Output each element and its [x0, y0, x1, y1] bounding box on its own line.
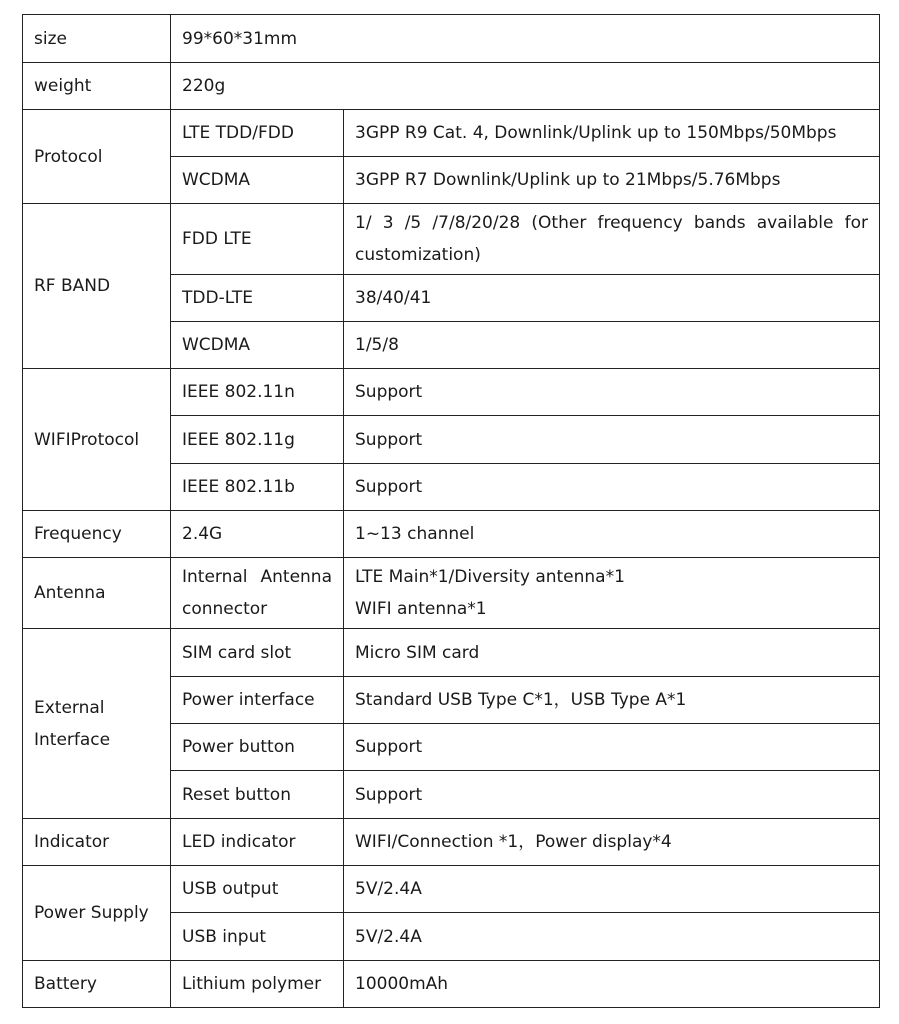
cell-line: WIFI antenna*1	[355, 599, 487, 619]
spec-value: Support	[344, 771, 880, 819]
spec-value: Micro SIM card	[344, 629, 880, 677]
spec-category-protocol: Protocol	[23, 110, 171, 204]
spec-value: 220g	[171, 63, 880, 110]
spec-label: WCDMA	[171, 322, 344, 369]
spec-category-weight: weight	[23, 63, 171, 110]
spec-value: Support	[344, 464, 880, 511]
spec-category-power-supply: Power Supply	[23, 866, 171, 961]
cell-line: Internal Antenna	[182, 567, 332, 587]
spec-value: 5V/2.4A	[344, 913, 880, 961]
spec-value: 1/5/8	[344, 322, 880, 369]
cell-line: Interface	[34, 729, 111, 750]
spec-label: SIM card slot	[171, 629, 344, 677]
spec-label: Power button	[171, 724, 344, 771]
cell-line: External	[34, 697, 105, 718]
spec-value: 1/ 3 /5 /7/8/20/28 (Other frequency bands available for customization)	[344, 204, 880, 275]
spec-label: IEEE 802.11n	[171, 369, 344, 416]
table-row	[23, 629, 880, 677]
spec-label: FDD LTE	[171, 204, 344, 275]
cell-line: LTE Main*1/Diversity antenna*1	[355, 567, 625, 587]
spec-category-indicator: Indicator	[23, 819, 171, 866]
spec-label: IEEE 802.11g	[171, 416, 344, 464]
table-row	[23, 819, 880, 866]
spec-value: 1~13 channel	[344, 511, 880, 558]
spec-value: 5V/2.4A	[344, 866, 880, 913]
table-row	[23, 110, 880, 157]
spec-value: Support	[344, 369, 880, 416]
spec-label	[171, 558, 344, 629]
spec-category-battery: Battery	[23, 961, 171, 1008]
spec-label: LED indicator	[171, 819, 344, 866]
spec-label: USB output	[171, 866, 344, 913]
spec-label: Power interface	[171, 677, 344, 724]
spec-category-frequency: Frequency	[23, 511, 171, 558]
spec-value: Support	[344, 724, 880, 771]
spec-value: Support	[344, 416, 880, 464]
spec-value	[344, 558, 880, 629]
spec-label: USB input	[171, 913, 344, 961]
spec-value: 99*60*31mm	[171, 15, 880, 63]
table-row	[23, 63, 880, 110]
table-row	[23, 204, 880, 275]
spec-label: Reset button	[171, 771, 344, 819]
spec-label: LTE TDD/FDD	[171, 110, 344, 157]
spec-label: 2.4G	[171, 511, 344, 558]
spec-label: IEEE 802.11b	[171, 464, 344, 511]
table-row	[23, 369, 880, 416]
spec-value: 3GPP R9 Cat. 4, Downlink/Uplink up to 150Mbps/50Mbps	[344, 110, 880, 157]
spec-category-size: size	[23, 15, 171, 63]
spec-value: WIFI/Connection *1，Power display*4	[344, 819, 880, 866]
spec-category-rf-band: RF BAND	[23, 204, 171, 369]
table-row	[23, 866, 880, 913]
cell-line: connector	[182, 599, 268, 619]
table-row	[23, 15, 880, 63]
spec-label: TDD-LTE	[171, 275, 344, 322]
spec-value: Standard USB Type C*1，USB Type A*1	[344, 677, 880, 724]
spec-category-wifiprotocol: WIFIProtocol	[23, 369, 171, 511]
spec-category-antenna: Antenna	[23, 558, 171, 629]
table-row	[23, 511, 880, 558]
spec-label: Lithium polymer	[171, 961, 344, 1008]
spec-label: WCDMA	[171, 157, 344, 204]
specification-table	[22, 14, 880, 1008]
spec-value: 38/40/41	[344, 275, 880, 322]
spec-value: 3GPP R7 Downlink/Uplink up to 21Mbps/5.76Mbps	[344, 157, 880, 204]
spec-value: 10000mAh	[344, 961, 880, 1008]
specification-table-body	[23, 15, 880, 1008]
spec-category-external-interface	[23, 629, 171, 819]
table-row	[23, 558, 880, 629]
table-row	[23, 961, 880, 1008]
